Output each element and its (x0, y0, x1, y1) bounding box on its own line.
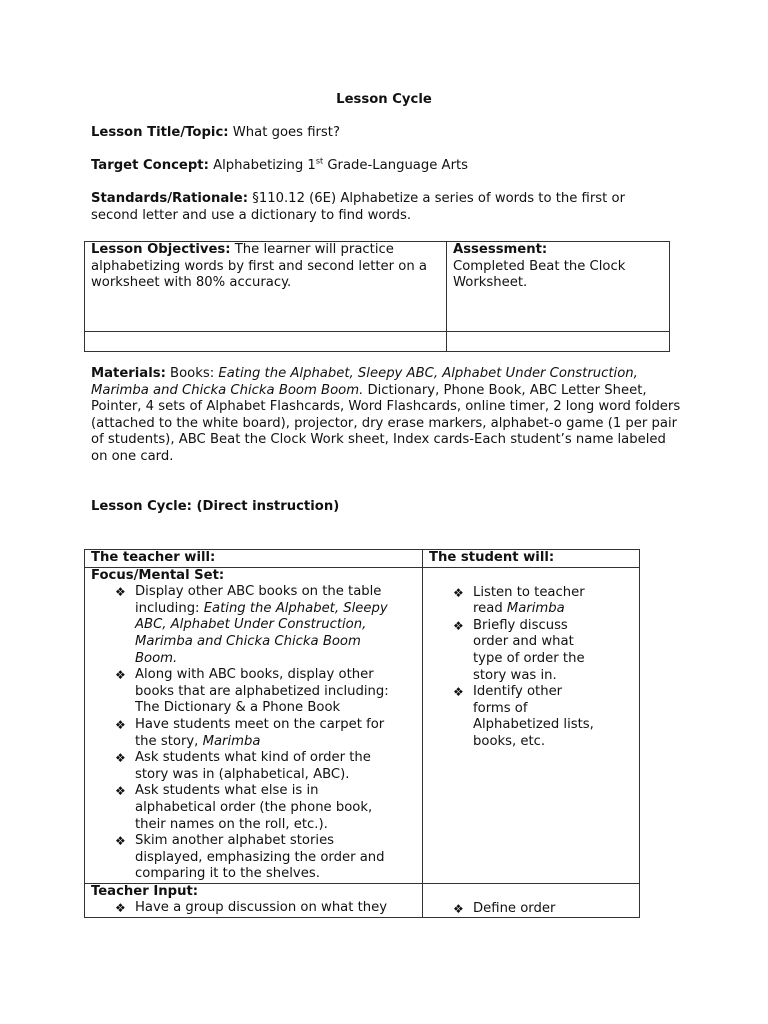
lesson-topic-line (91, 125, 671, 142)
focus-label: Focus/Mental Set: (91, 567, 225, 583)
list-item: ❖ Listen to teacher read Marimba (473, 585, 603, 618)
objectives-cell (85, 242, 447, 332)
objectives-label: Lesson Objectives: (91, 242, 231, 257)
page-title: Lesson Cycle (336, 92, 432, 107)
teacher-column-header: The teacher will: (85, 550, 423, 568)
assessment-text: Completed Beat the Clock Worksheet. (453, 258, 626, 291)
list-item: ❖ Identify other forms of Alphabetized lists, books, etc. (473, 684, 603, 750)
empty-cell (85, 332, 447, 352)
teacher-input-cell (85, 883, 423, 918)
lesson-cycle-table (84, 549, 640, 918)
assessment-label: Assessment: (453, 242, 548, 257)
topic-label: Lesson Title/Topic: (91, 125, 229, 140)
teacher-input-list (91, 900, 416, 917)
table-row (85, 242, 670, 332)
target-label: Target Concept: (91, 158, 209, 173)
teacher-focus-list (91, 584, 400, 883)
materials-paragraph: Materials: Books: Eating the Alphabet, Sleepy ABC, Alphabet Under Construction, Marimba and Chicka Chicka Boom Boom. Dictionary, Phone Book, ABC Letter Sheet, Pointer, 4 sets of Alphabet Flashcards, Word Flashcards, online timer, 2 long word folders (attached to the white board), projector, dry erase markers, alphabet-o game (1 per pair of students), ABC Beat the Clock Work sheet, Index cards-Each student’s name labeled on one card. (91, 366, 681, 464)
table-header-row (85, 550, 640, 568)
topic-value: What goes first? (232, 125, 340, 140)
teacher-focus-cell (85, 567, 423, 883)
materials-list: Dictionary, Phone Book, ABC Letter Sheet, Pointer, 4 sets of Alphabet Flashcards, Word Flashcards, online timer, 2 long word folders (attached to the white board), projector, dry erase markers, alphabet-o game (1 per pair of students), ABC Beat the Clock Work sheet, Index cards-Each student’s name labeled on one card. (91, 382, 681, 464)
list-item: ❖ Define order (473, 901, 633, 918)
student-focus-list (429, 585, 603, 751)
list-item: ❖ Skim another alphabet stories displayed, emphasizing the order and comparing it to the shelves. (135, 833, 400, 883)
empty-cell (447, 332, 670, 352)
list-item: ❖ Ask students what kind of order the story was in (alphabetical, ABC). (135, 750, 400, 783)
table-row-input (85, 883, 640, 918)
standards-text: §110.12 (6E) Alphabetize a series of words to the first or second letter and use a dictionary to find words. (91, 191, 626, 223)
student-input-list (429, 901, 633, 918)
target-value: Alphabetizing 1st Grade-Language Arts (213, 156, 469, 173)
materials-label: Materials: (91, 366, 166, 381)
list-item: ❖ Display other ABC books on the table including: Eating the Alphabet, Sleepy ABC, Alphabet Under Construction, Marimba and Chicka Chicka Boom Boom. (135, 584, 400, 667)
table-row (85, 332, 670, 352)
table-row-focus (85, 567, 640, 883)
student-column-header: The student will: (423, 550, 640, 568)
target-concept-line (91, 158, 671, 175)
list-item: ❖ Ask students what else is in alphabetical order (the phone book, their names on the roll, etc.). (135, 783, 400, 833)
list-item: ❖ Have a group discussion on what they (135, 900, 416, 917)
standards-label: Standards/Rationale: (91, 191, 249, 206)
student-input-cell (423, 883, 640, 918)
list-item: ❖ Along with ABC books, display other books that are alphabetized including: The Dictionary & a Phone Book (135, 667, 400, 717)
assessment-cell (447, 242, 670, 332)
student-focus-cell (423, 567, 640, 883)
list-item: ❖ Briefly discuss order and what type of order the story was in. (473, 618, 603, 684)
objectives-assessment-table (84, 241, 670, 352)
objectives-text: The learner will practice alphabetizing words by first and second letter on a worksheet with 80% accuracy. (91, 242, 427, 291)
standards-paragraph (91, 191, 661, 224)
lesson-cycle-heading: Lesson Cycle: (Direct instruction) (91, 499, 340, 514)
book-titles: Eating the Alphabet, Sleepy ABC, Alphabet Under Construction, Marimba and Chicka Chicka Boom Boom. (91, 366, 638, 398)
teacher-input-label: Teacher Input: (91, 883, 199, 899)
list-item: ❖ Have students meet on the carpet for the story, Marimba (135, 717, 400, 750)
